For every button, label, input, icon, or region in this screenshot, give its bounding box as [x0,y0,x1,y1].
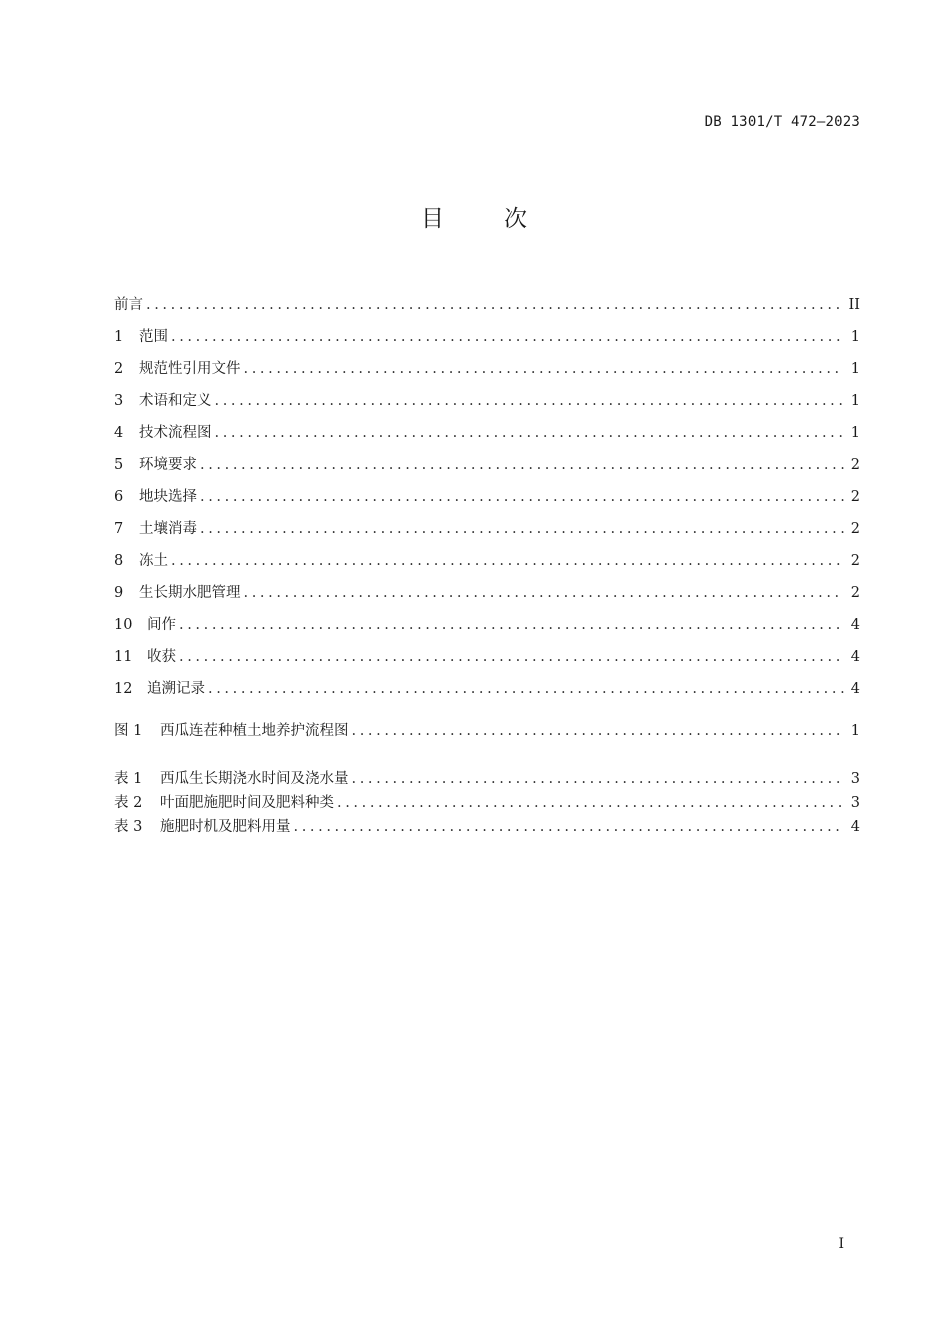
leader-dots [294,817,845,837]
leader-dots [171,327,844,347]
leader-dots [337,793,844,813]
toc-entry-page: 1 [850,425,860,441]
table-entry-label: 施肥时机及肥料用量 [160,819,291,835]
table-of-contents [114,289,860,705]
toc-entry-8[interactable] [114,545,860,577]
toc-entry-12[interactable] [114,673,860,705]
list-of-tables [114,769,860,841]
toc-entry-label: 追溯记录 [147,681,205,697]
leader-dots [179,615,844,635]
toc-entry-number: 9 [114,585,124,601]
leader-dots [215,423,845,443]
table-entry-1[interactable] [114,769,860,793]
toc-entry-label: 范围 [139,329,168,345]
toc-entry-9[interactable] [114,577,860,609]
page-title [0,200,950,233]
toc-entry-label: 收获 [147,649,176,665]
toc-entry-11[interactable] [114,641,860,673]
figure-entry-label: 西瓜连茬种植土地养护流程图 [160,723,349,739]
toc-entry-page: 1 [850,393,860,409]
toc-entry-number: 6 [114,489,124,505]
leader-dots [352,769,845,789]
leader-dots [244,583,845,603]
toc-entry-page: 2 [850,489,860,505]
table-entry-page: 3 [850,795,860,811]
toc-entry-5[interactable] [114,449,860,481]
toc-entry-1[interactable] [114,321,860,353]
leader-dots [146,295,844,315]
toc-entry-page: 2 [850,553,860,569]
toc-entry-page: 4 [850,681,860,697]
leader-dots [208,679,844,699]
figure-entry-page: 1 [850,723,860,739]
figure-entry-number: 图 1 [114,723,143,739]
toc-entry-page: 4 [850,649,860,665]
toc-entry-7[interactable] [114,513,860,545]
toc-entry-label: 生长期水肥管理 [139,585,241,601]
toc-entry-number: 11 [114,649,133,665]
leader-dots [200,519,844,539]
list-of-figures [114,721,860,741]
leader-dots [179,647,844,667]
toc-entry-number: 10 [114,617,133,633]
table-entry-label: 西瓜生长期浇水时间及浇水量 [160,771,349,787]
table-entry-page: 3 [850,771,860,787]
toc-entry-label: 技术流程图 [139,425,212,441]
leader-dots [200,487,844,507]
toc-entry-10[interactable] [114,609,860,641]
figure-entry-1[interactable] [114,721,860,741]
title-char-2: 次 [504,206,529,232]
table-entry-label: 叶面肥施肥时间及肥料种类 [160,795,334,811]
toc-entry-label: 土壤消毒 [139,521,197,537]
toc-entry-label: 前言 [114,297,143,313]
toc-entry-page: 2 [850,521,860,537]
toc-entry-number: 7 [114,521,124,537]
toc-entry-number: 4 [114,425,124,441]
toc-entry-page: 2 [850,457,860,473]
table-entry-page: 4 [850,819,860,835]
document-code: DB 1301/T 472—2023 [704,114,860,130]
toc-entry-number: 1 [114,329,124,345]
leader-dots [215,391,845,411]
page-number: I [838,1236,844,1252]
leader-dots [200,455,844,475]
leader-dots [352,721,845,741]
toc-entry-page: II [848,297,860,313]
toc-entry-label: 规范性引用文件 [139,361,241,377]
toc-entry-label: 间作 [147,617,176,633]
toc-entry-label: 地块选择 [139,489,197,505]
toc-entry-page: 2 [850,585,860,601]
toc-entry-2[interactable] [114,353,860,385]
toc-entry-3[interactable] [114,385,860,417]
toc-entry-4[interactable] [114,417,860,449]
toc-entry-number: 8 [114,553,124,569]
toc-entry-foreword[interactable] [114,289,860,321]
table-entry-3[interactable] [114,817,860,841]
leader-dots [244,359,845,379]
toc-entry-number: 5 [114,457,124,473]
toc-entry-number: 3 [114,393,124,409]
toc-entry-6[interactable] [114,481,860,513]
leader-dots [171,551,844,571]
toc-entry-label: 环境要求 [139,457,197,473]
toc-entry-page: 1 [850,329,860,345]
toc-entry-number: 12 [114,681,133,697]
toc-entry-number: 2 [114,361,124,377]
title-char-1: 目 [421,206,446,232]
table-entry-number: 表 1 [114,771,143,787]
toc-entry-page: 1 [850,361,860,377]
toc-entry-page: 4 [850,617,860,633]
toc-entry-label: 冻土 [139,553,168,569]
table-entry-2[interactable] [114,793,860,817]
table-entry-number: 表 2 [114,795,143,811]
toc-entry-label: 术语和定义 [139,393,212,409]
table-entry-number: 表 3 [114,819,143,835]
